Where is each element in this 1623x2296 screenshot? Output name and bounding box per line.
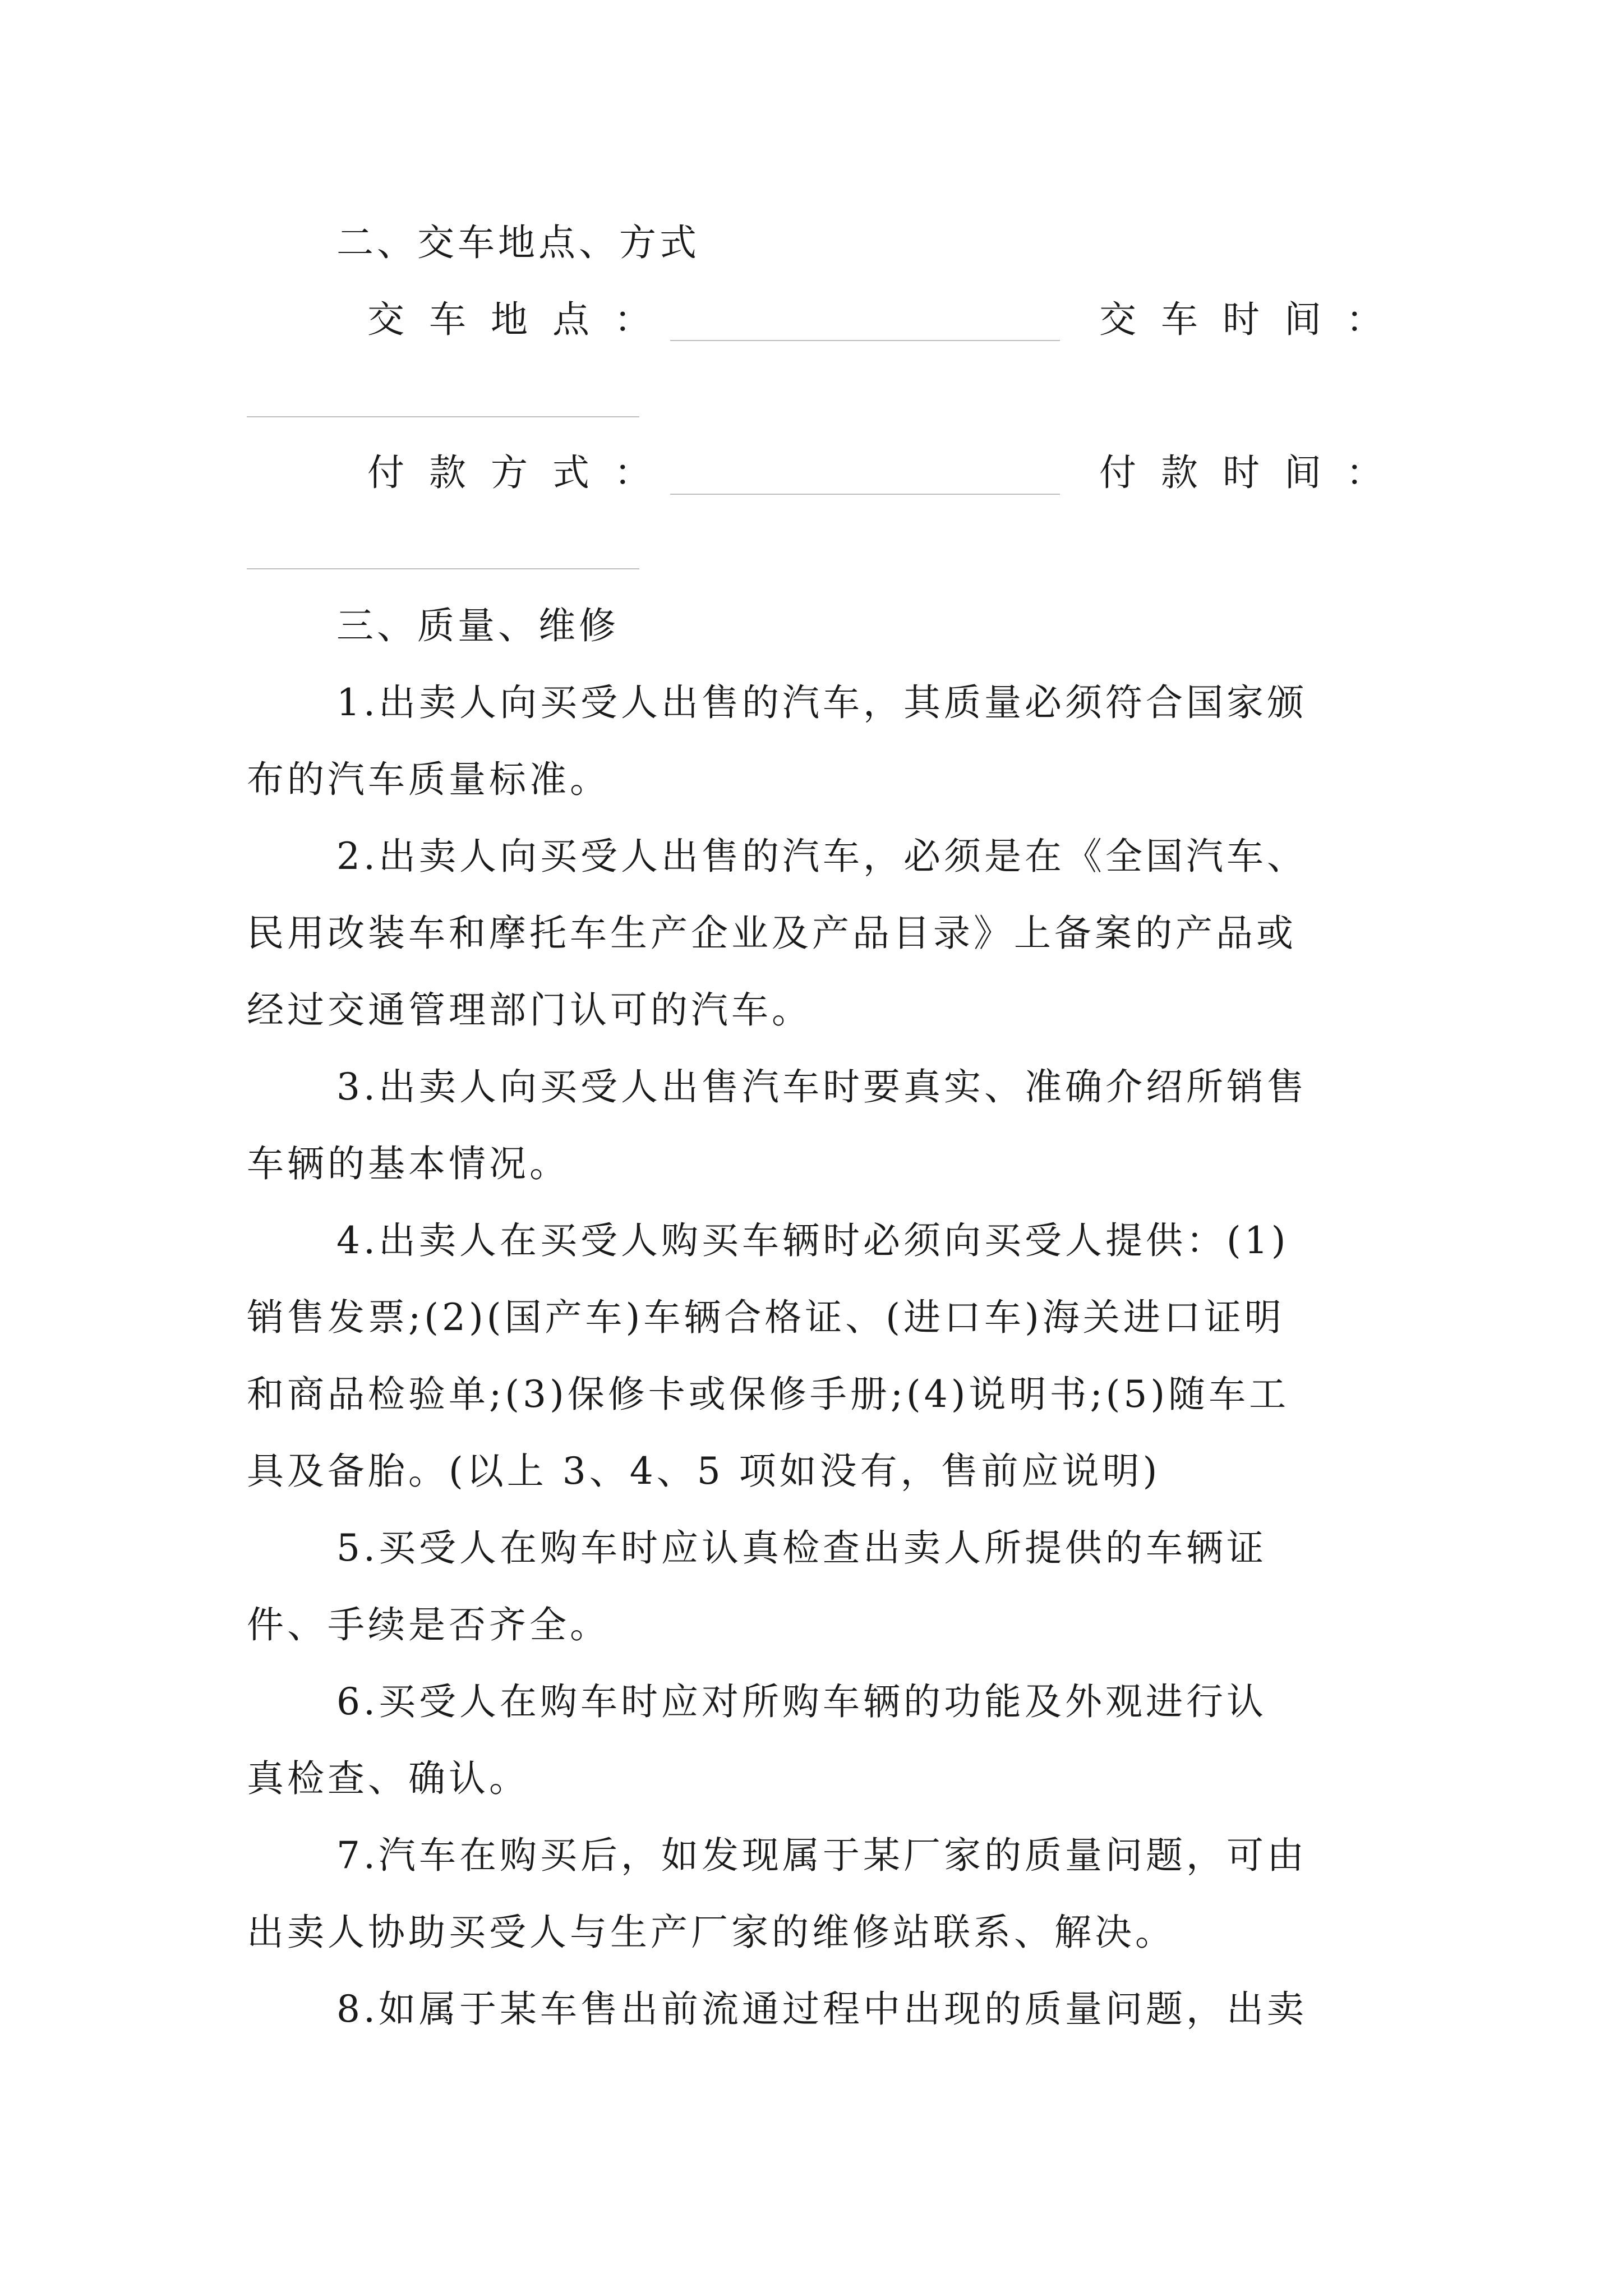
payment-time-label: 付款时间： [1099,451,1408,494]
paragraph-line: 民用改装车和摩托车生产企业及产品目录》上备案的产品或 [247,912,1297,955]
paragraph-line: 销售发票;(2)(国产车)车辆合格证、(进口车)海关进口证明 [247,1296,1285,1339]
delivery-place-label: 交车地点： [367,298,676,341]
paragraph-line: 5.买受人在购车时应认真检查出卖人所提供的车辆证 [336,1526,1267,1570]
payment-time-blank[interactable] [247,568,639,569]
paragraph-line: 真检查、确认。 [247,1757,529,1800]
paragraph-line: 车辆的基本情况。 [247,1142,570,1185]
paragraph-line: 7.汽车在购买后，如发现属于某厂家的质量问题，可由 [336,1834,1307,1877]
paragraph-line: 6.买受人在购车时应对所购车辆的功能及外观进行认 [336,1680,1267,1723]
section-heading-quality: 三、质量、维修 [336,604,619,647]
payment-method-label: 付款方式： [367,451,676,494]
paragraph-line: 具及备胎。(以上 3、4、5 项如没有，售前应说明) [247,1450,1161,1493]
paragraph-line: 3.出卖人向买受人出售汽车时要真实、准确介绍所销售 [336,1065,1307,1108]
paragraph-line: 布的汽车质量标准。 [247,758,610,801]
paragraph-line: 件、手续是否齐全。 [247,1603,610,1646]
paragraph-line: 经过交通管理部门认可的汽车。 [247,988,812,1032]
paragraph-line: 4.出卖人在买受人购买车辆时必须向买受人提供：(1) [336,1219,1289,1262]
payment-method-blank[interactable] [670,494,1060,495]
paragraph-line: 8.如属于某车售出前流通过程中出现的质量问题，出卖 [336,1987,1307,2031]
paragraph-line: 和商品检验单;(3)保修卡或保修手册;(4)说明书;(5)随车工 [247,1373,1290,1416]
delivery-place-blank[interactable] [670,340,1060,341]
paragraph-line: 1.出卖人向买受人出售的汽车，其质量必须符合国家颁 [336,681,1307,724]
paragraph-line: 出卖人协助买受人与生产厂家的维修站联系、解决。 [247,1911,1175,1954]
paragraph-line: 2.出卖人向买受人出售的汽车，必须是在《全国汽车、 [336,835,1307,878]
delivery-time-label: 交车时间： [1099,298,1408,341]
delivery-time-blank[interactable] [247,416,639,417]
section-heading-delivery: 二、交车地点、方式 [336,221,700,264]
